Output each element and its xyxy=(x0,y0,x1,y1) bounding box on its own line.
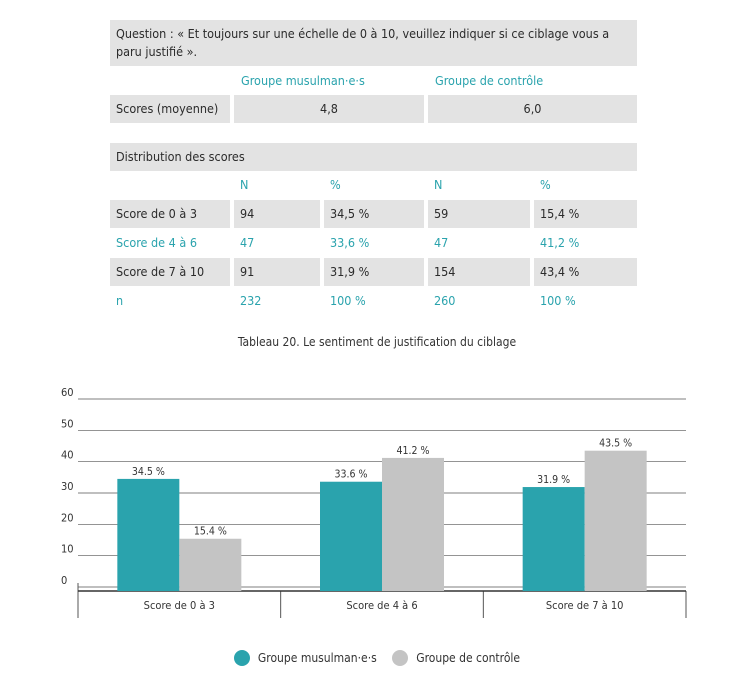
bar xyxy=(523,487,585,591)
bar-value-label: 15.4 % xyxy=(193,525,227,538)
group-header-control: Groupe de contrôle xyxy=(435,73,544,88)
bar-value-label: 41.2 % xyxy=(396,444,430,457)
y-tick-label: 30 xyxy=(61,480,74,493)
table-caption: Tableau 20. Le sentiment de justification du ciblage xyxy=(237,335,517,349)
col-header-pct2: % xyxy=(540,177,551,192)
score-control: 6,0 xyxy=(428,95,637,123)
cell-value: 59 xyxy=(428,200,530,228)
y-tick-label: 60 xyxy=(61,386,74,399)
cell-value: 94 xyxy=(234,200,320,228)
n-value: 260 xyxy=(434,293,456,308)
x-category-label: Score de 0 à 3 xyxy=(143,599,215,612)
col-header-pct1: % xyxy=(330,177,341,192)
n-value: 232 xyxy=(240,293,262,308)
bar xyxy=(320,482,382,591)
legend-swatch-teal xyxy=(234,650,250,666)
n-value: 100 % xyxy=(540,293,576,308)
bar-value-label: 34.5 % xyxy=(131,465,165,478)
x-category-label: Score de 7 à 10 xyxy=(545,599,624,612)
legend-label-control: Groupe de contrôle xyxy=(416,651,521,665)
distribution-label: Distribution des scores xyxy=(110,143,637,171)
cell-value: 47 xyxy=(434,235,449,250)
cell-value: 43,4 % xyxy=(534,258,637,286)
col-header-n1: N xyxy=(240,177,249,192)
y-tick-label: 40 xyxy=(61,448,74,462)
bar xyxy=(179,539,241,591)
legend-item-muslim xyxy=(234,650,377,666)
score-muslim: 4,8 xyxy=(234,95,424,123)
question-text: Question : « Et toujours sur une échelle de 0 à 10, veuillez indiquer si ce ciblage vous a paru justifié ». xyxy=(116,26,610,59)
y-tick-label: 0 xyxy=(61,574,68,587)
cell-value: 31,9 % xyxy=(324,258,424,286)
n-label: n xyxy=(116,293,124,308)
bar-value-label: 33.6 % xyxy=(334,468,368,481)
bar xyxy=(117,479,179,591)
bar xyxy=(382,458,444,591)
row-label: Score de 0 à 3 xyxy=(110,200,230,228)
legend-swatch-gray xyxy=(392,650,408,666)
y-tick-label: 10 xyxy=(61,542,74,556)
col-header-n2: N xyxy=(434,177,443,192)
cell-value: 154 xyxy=(428,258,530,286)
n-value: 100 % xyxy=(330,293,366,308)
scores-label: Scores (moyenne) xyxy=(110,95,230,123)
group-header-muslim: Groupe musulman·e·s xyxy=(241,73,365,88)
cell-value: 41,2 % xyxy=(540,235,580,250)
cell-value: 15,4 % xyxy=(534,200,637,228)
cell-value: 34,5 % xyxy=(324,200,424,228)
row-label: Score de 7 à 10 xyxy=(110,258,230,286)
legend-label-muslim: Groupe musulman·e·s xyxy=(257,651,377,665)
bar xyxy=(585,451,647,591)
cell-value: 47 xyxy=(240,235,255,250)
x-category-label: Score de 4 à 6 xyxy=(346,599,418,612)
y-tick-label: 20 xyxy=(61,511,74,525)
row-label: Score de 4 à 6 xyxy=(116,235,198,250)
bar-value-label: 43.5 % xyxy=(599,437,633,450)
chart-legend xyxy=(0,650,754,669)
bar-value-label: 31.9 % xyxy=(537,474,571,487)
cell-value: 91 xyxy=(234,258,320,286)
legend-item-control xyxy=(392,650,520,666)
cell-value: 33,6 % xyxy=(330,235,370,250)
y-tick-label: 50 xyxy=(61,417,74,431)
